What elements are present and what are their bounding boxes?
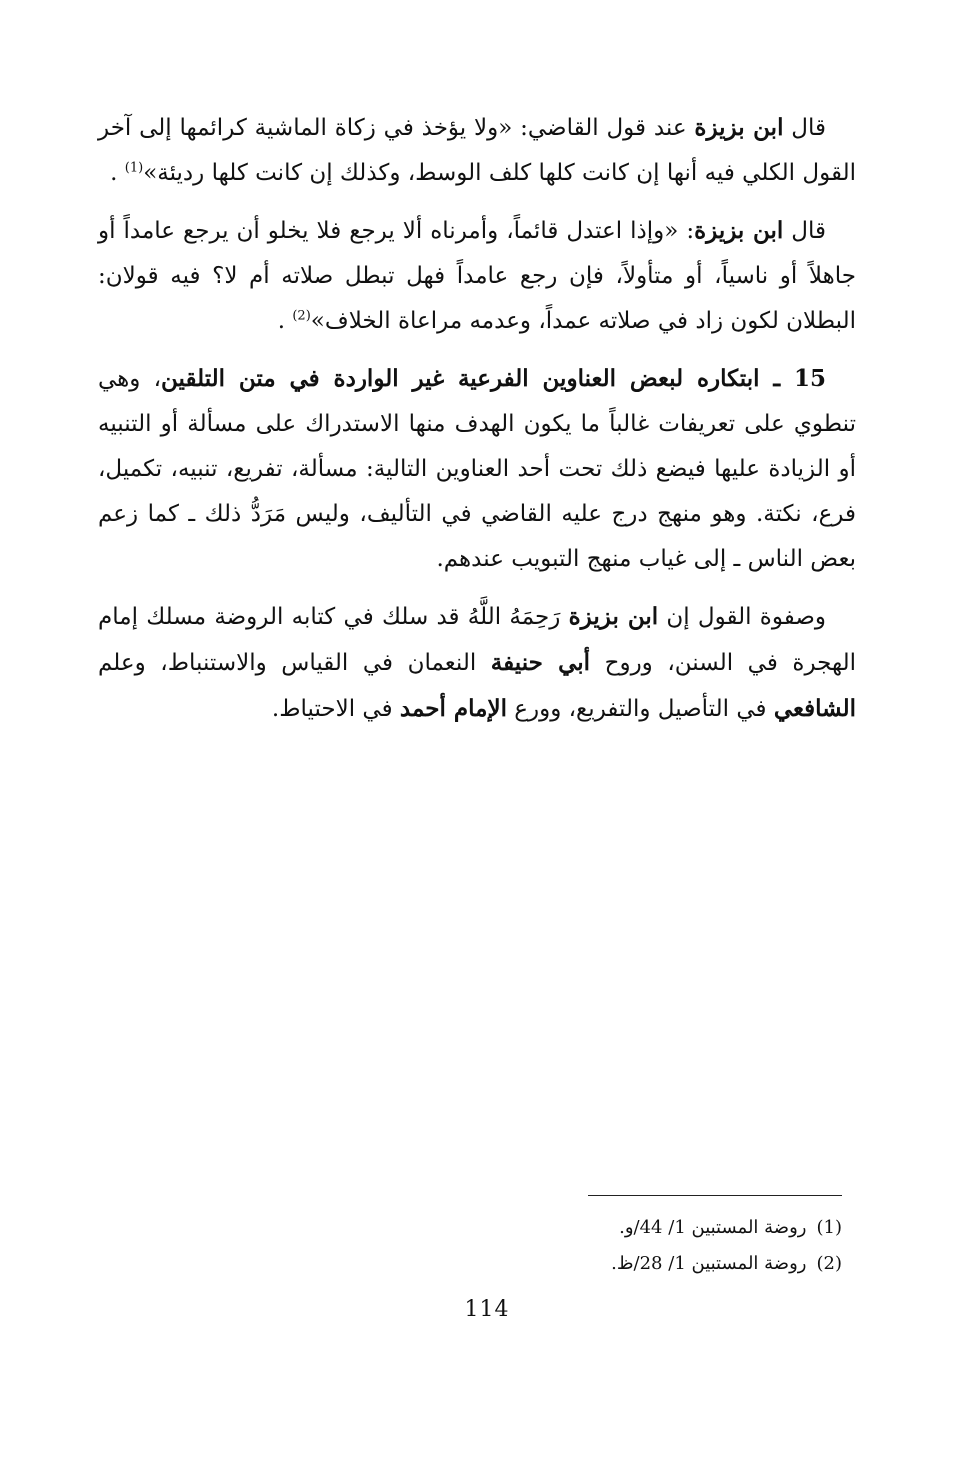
footnote-1: [400, 1210, 842, 1246]
quotation-text: : «وإذا اعتدل قائماً، وأمرناه ألا يرجع فلا يخلو أن يرجع عامداً أو جاهلاً أو ناسياً، أو متأولاً، فإن رجع عامداً فهل تبطل صلاته أم لا؟ فيه قولان: البطلان لكون زاد في صلاته عمداً، وعدمه مراعاة الخلاف»: [98, 218, 856, 334]
paragraph-text: في الاحتياط.: [271, 696, 400, 722]
main-text: [98, 105, 856, 744]
footnote-ref: (2): [292, 308, 311, 324]
footnote-ref: (1): [124, 160, 144, 176]
paragraph-3: [98, 356, 856, 582]
paragraph-text: في التأصيل والتفريع، وورع: [506, 696, 774, 722]
scholar-name: أبي حنيفة: [490, 649, 591, 676]
scholar-name: الشافعي: [773, 695, 856, 722]
paragraph-1: [98, 105, 856, 196]
footnote-2: [400, 1246, 842, 1282]
paragraph-end: .: [277, 308, 286, 334]
footnote-number: (2): [816, 1253, 842, 1274]
footnote-divider: [588, 1195, 842, 1196]
paragraph-text: وصفوة القول إن: [658, 604, 827, 630]
paragraph-text: قال: [783, 218, 826, 244]
paragraph-2: [98, 208, 856, 344]
footnote-number: (1): [816, 1217, 842, 1238]
paragraph-text: ، وهي تنطوي على تعريفات غالباً ما يكون الهدف منها الاستدراك على مسألة أو التنبيه أو الزيادة عليها فيضع ذلك تحت أحد العناوين التالية: مسألة، تفريع، تنبيه، تكميل، فرع، نكتة. وهو منهج درج عليه القاضي في التأليف، وليس مَرَدُّ ذلك ـ كما زعم بعض الناس ـ إلى غياب منهج التبويب عندهم.: [98, 366, 856, 572]
scholar-name: الإمام أحمد: [399, 695, 507, 722]
author-name: ابن بزيزة: [694, 217, 784, 244]
footnote-text: روضة المستبين 1/ 44/و.: [619, 1217, 807, 1238]
footnotes: [400, 1210, 842, 1282]
author-name: ابن بزيزة: [694, 114, 784, 141]
paragraph-text: النعمان في القياس والاستنباط، وعلم: [98, 650, 491, 676]
closing-paragraph: [98, 594, 856, 732]
paragraph-end: .: [110, 160, 118, 186]
paragraph-text: رَحِمَهُ اللَّهُ قد سلك في كتابه الروضة مسلك إمام الهجرة في السنن، وروح: [98, 604, 856, 676]
page-number: 114: [464, 1297, 510, 1322]
paragraph-text: قال: [783, 115, 826, 141]
author-name: ابن بزيزة: [568, 603, 659, 630]
footnote-text: روضة المستبين 1/ 28/ظ.: [611, 1253, 807, 1274]
section-heading: 15 ـ ابتكاره لبعض العناوين الفرعية غير الواردة في متن التلقين: [161, 365, 827, 392]
quotation-text: عند قول القاضي: «ولا يؤخذ في زكاة الماشية كرائمها إلى آخر القول الكلي فيه أنها إن كانت كلها كلف الوسط، وكذلك إن كانت كلها رديئة»: [98, 115, 856, 186]
